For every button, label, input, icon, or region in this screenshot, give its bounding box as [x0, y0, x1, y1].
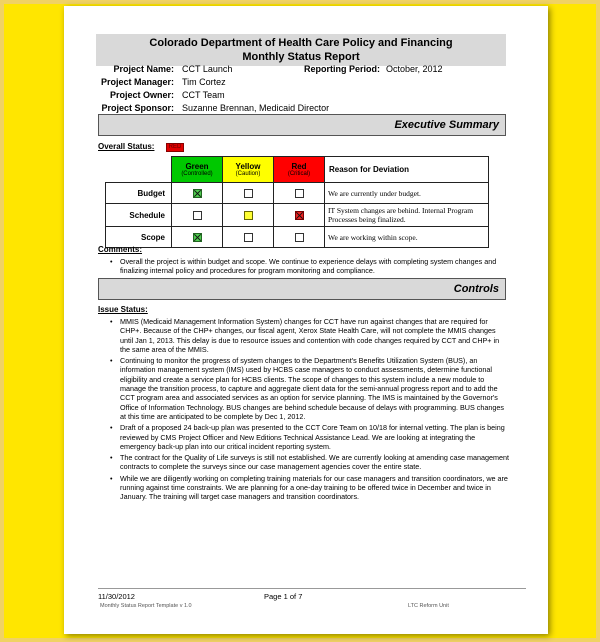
checkbox-green[interactable] [193, 211, 202, 220]
footer-divider [98, 588, 526, 589]
header-red: Red (Critical) [274, 157, 325, 183]
issue-status-label: Issue Status: [98, 305, 148, 314]
table-row [106, 183, 489, 204]
comments-label: Comments: [98, 245, 143, 254]
checkbox-green-checked[interactable] [193, 189, 202, 198]
list-item: • Draft of a proposed 24 back-up plan was presented to the CCT Core Team on 10/18 for internal vetting. The plan is being reviewed by CMS Project Officer and New Editions Technical Assistance Lead. We are looking at integrating the emergency back-up plan into our critical incident reporting system. [108, 423, 510, 451]
document-frame [4, 4, 596, 638]
footer-unit: LTC Reform Unit [408, 603, 449, 609]
project-name-value: CCT Launch [182, 64, 233, 74]
row-reason: IT System changes are behind. Internal Program Processes being finalized. [325, 204, 489, 227]
footer-template: Monthly Status Report Template v 1.0 [100, 603, 192, 609]
list-item: • The contract for the Quality of Life surveys is still not established. We are currently looking at amending case management contracts to complete the surveys since our case management agencies cover the entire state. [108, 453, 510, 472]
table-row [106, 227, 489, 248]
overall-status-badge: RED [166, 143, 184, 152]
project-name-label: Project Name: [113, 64, 174, 74]
executive-summary-heading: Executive Summary [98, 114, 506, 136]
comments-list [108, 257, 510, 278]
overall-status-label: Overall Status: [98, 142, 155, 151]
list-item: • MMIS (Medicaid Management Information System) changes for CCT have run against changes that are required for CHP+. Because of the CHP+ changes, our fiscal agent, Xerox State Health Care, will not complete the MMIS changes until Jan 1, 2013. This delay is due to resource issues and contention with code changes required by CCT and CHP+ in the same area of the MMIS. [108, 317, 510, 354]
project-manager-value: Tim Cortez [182, 77, 226, 87]
project-owner-label: Project Owner: [109, 90, 174, 100]
header-green: Green (Controlled) [172, 157, 223, 183]
row-reason: We are working within scope. [325, 227, 489, 248]
checkbox-yellow[interactable] [244, 233, 253, 242]
checkbox-yellow[interactable] [244, 189, 253, 198]
report-title-line2: Monthly Status Report [242, 51, 360, 63]
row-label: Schedule [106, 204, 172, 227]
checkbox-red-checked[interactable] [295, 211, 304, 220]
checkbox-red[interactable] [295, 189, 304, 198]
footer-page-number: Page 1 of 7 [264, 592, 303, 601]
row-reason: We are currently under budget. [325, 183, 489, 204]
checkbox-red[interactable] [295, 233, 304, 242]
reporting-period-value: October, 2012 [386, 64, 443, 74]
status-table-header [106, 157, 489, 183]
checkbox-yellow[interactable] [244, 211, 253, 220]
table-row [106, 204, 489, 227]
project-manager-label: Project Manager: [100, 77, 174, 87]
list-item: • Continuing to monitor the progress of system changes to the Department's Benefits Utilization System (BUS), an information management system (IMS) used by HCBS case managers to conduct assessments, determine functional eligibility and create a service plan for HCBS clients. The scope of changes to this system include a new module to manage the transition process, to capture and aggregate client data for the semi-annual progress report and to add the CCT program area and associated services as an option for service planning. The IMS is maintained by the Governor's Office of Information Technology. BUS changes are behind schedule because of delays with programming. BUS changes at this time are anticipated to be complete by Dec 1, 2012. [108, 356, 510, 421]
header-reason: Reason for Deviation [325, 157, 489, 183]
list-item: • Overall the project is within budget and scope. We continue to experience delays with completing system changes and finalizing internal policy and procedures for program monitoring and compliance. [108, 257, 510, 276]
list-item: • While we are diligently working on completing training materials for our case managers and transition coordinators, we are running against time constraints. We are planning for a one-day training to be offered twice in December and twice in January. The training will target case managers and transition coordinators. [108, 474, 510, 502]
project-sponsor-label: Project Sponsor: [101, 103, 174, 113]
report-title [96, 34, 506, 66]
status-table [105, 156, 489, 248]
project-sponsor-value: Suzanne Brennan, Medicaid Director [182, 103, 330, 113]
document-page [64, 6, 548, 634]
report-title-line1: Colorado Department of Health Care Policy and Financing [149, 37, 453, 49]
footer-date: 11/30/2012 [98, 592, 135, 601]
project-owner-value: CCT Team [182, 90, 225, 100]
controls-heading: Controls [98, 278, 506, 300]
checkbox-green-checked[interactable] [193, 233, 202, 242]
header-yellow: Yellow (Caution) [223, 157, 274, 183]
project-meta [64, 63, 544, 119]
row-label: Budget [106, 183, 172, 204]
row-label: Scope [106, 227, 172, 248]
issue-list [108, 317, 510, 504]
reporting-period-label: Reporting Period: [304, 64, 380, 74]
